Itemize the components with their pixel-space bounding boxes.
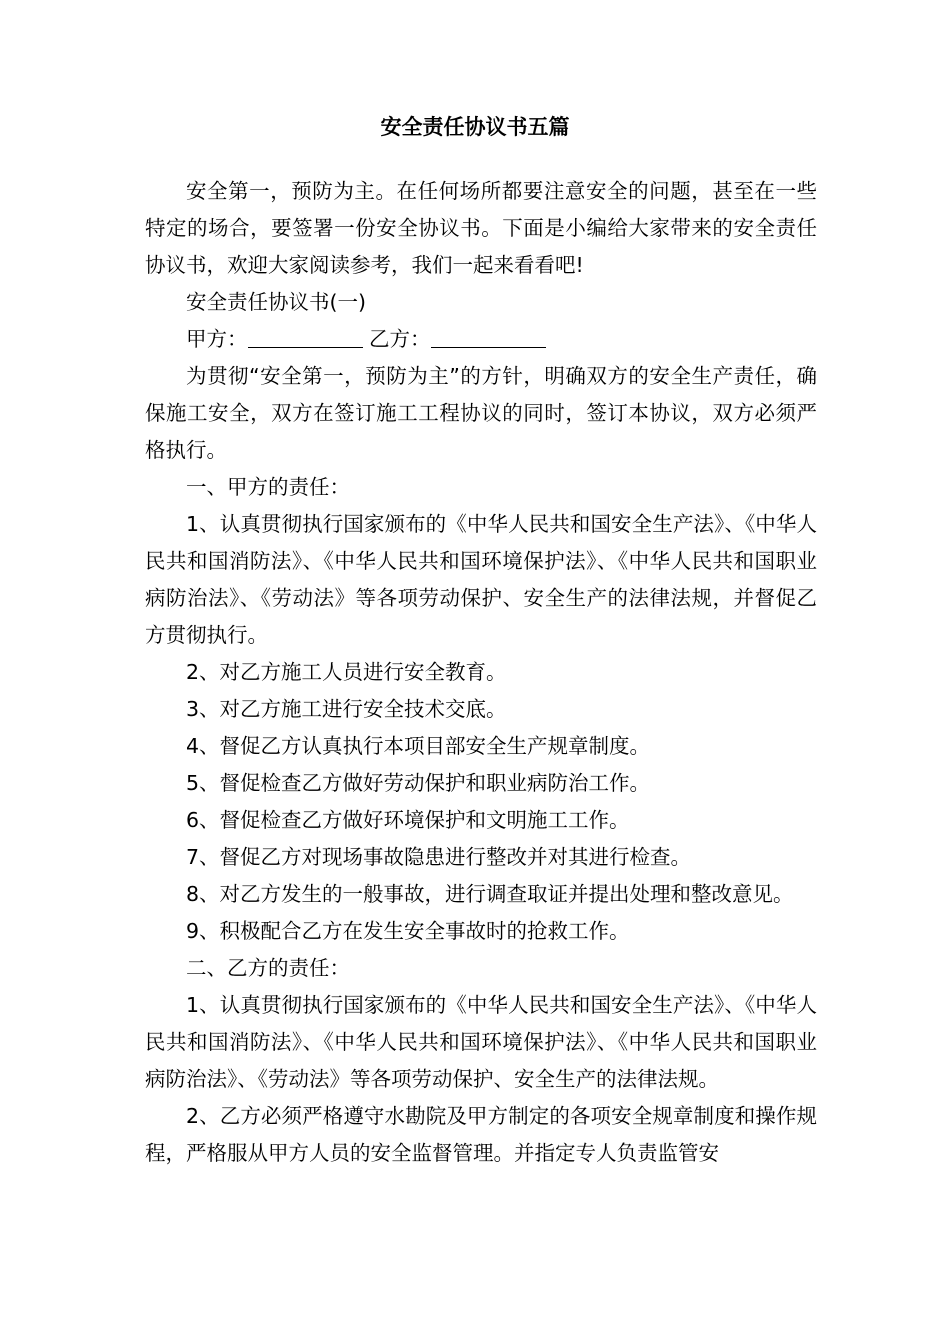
party-b-responsibility-heading: 二、乙方的责任： xyxy=(186,956,350,980)
party-a-item: 6、督促检查乙方做好环境保护和文明施工工作。 xyxy=(186,808,630,832)
party-a-item: 5、督促检查乙方做好劳动保护和职业病防治工作。 xyxy=(186,771,651,795)
party-a-blank xyxy=(248,327,363,348)
party-a-item: 1、认真贯彻执行国家颁布的《中华人民共和国安全生产法》、《中华人民共和国消防法》、《中华人民共和国环境保护法》、《中华人民共和国职业病防治法》、《劳动法》等各项劳动保护、安全生产的法律法规，并督促乙方贯彻执行。 xyxy=(145,512,817,647)
parties-line xyxy=(145,321,817,358)
party-a-item: 7、督促乙方对现场事故隐患进行整改并对其进行检查。 xyxy=(186,845,692,869)
intro-paragraph: 安全第一，预防为主。在任何场所都要注意安全的问题，甚至在一些特定的场合，要签署一份安全协议书。下面是小编给大家带来的安全责任协议书，欢迎大家阅读参考，我们一起来看看吧! xyxy=(145,179,817,277)
party-a-responsibility-heading: 一、甲方的责任： xyxy=(186,475,350,499)
purpose-paragraph: 为贯彻“安全第一，预防为主”的方针，明确双方的安全生产责任，确保施工安全，双方在签订施工工程协议的同时，签订本协议，双方必须严格执行。 xyxy=(145,364,817,462)
party-a-item: 2、对乙方施工人员进行安全教育。 xyxy=(186,660,507,684)
section-heading: 安全责任协议书(一) xyxy=(186,290,366,314)
document-title: 安全责任协议书五篇 xyxy=(380,115,570,139)
party-a-item: 3、对乙方施工进行安全技术交底。 xyxy=(186,697,507,721)
party-b-item: 2、乙方必须严格遵守水勘院及甲方制定的各项安全规章制度和操作规程，严格服从甲方人员的安全监督管理。并指定专人负责监管安 xyxy=(145,1104,817,1165)
party-a-item: 8、对乙方发生的一般事故，进行调查取证并提出处理和整改意见。 xyxy=(186,882,794,906)
document-body xyxy=(145,173,817,1172)
party-a-item: 9、积极配合乙方在发生安全事故时的抢救工作。 xyxy=(186,919,630,943)
party-a-label: 甲方： xyxy=(186,327,248,351)
party-b-item: 1、认真贯彻执行国家颁布的《中华人民共和国安全生产法》、《中华人民共和国消防法》、《中华人民共和国环境保护法》、《中华人民共和国职业病防治法》、《劳动法》等各项劳动保护、安全生产的法律法规。 xyxy=(145,993,817,1091)
party-a-item: 4、督促乙方认真执行本项目部安全生产规章制度。 xyxy=(186,734,651,758)
party-b-label: 乙方： xyxy=(369,327,431,351)
party-b-blank xyxy=(431,327,546,348)
